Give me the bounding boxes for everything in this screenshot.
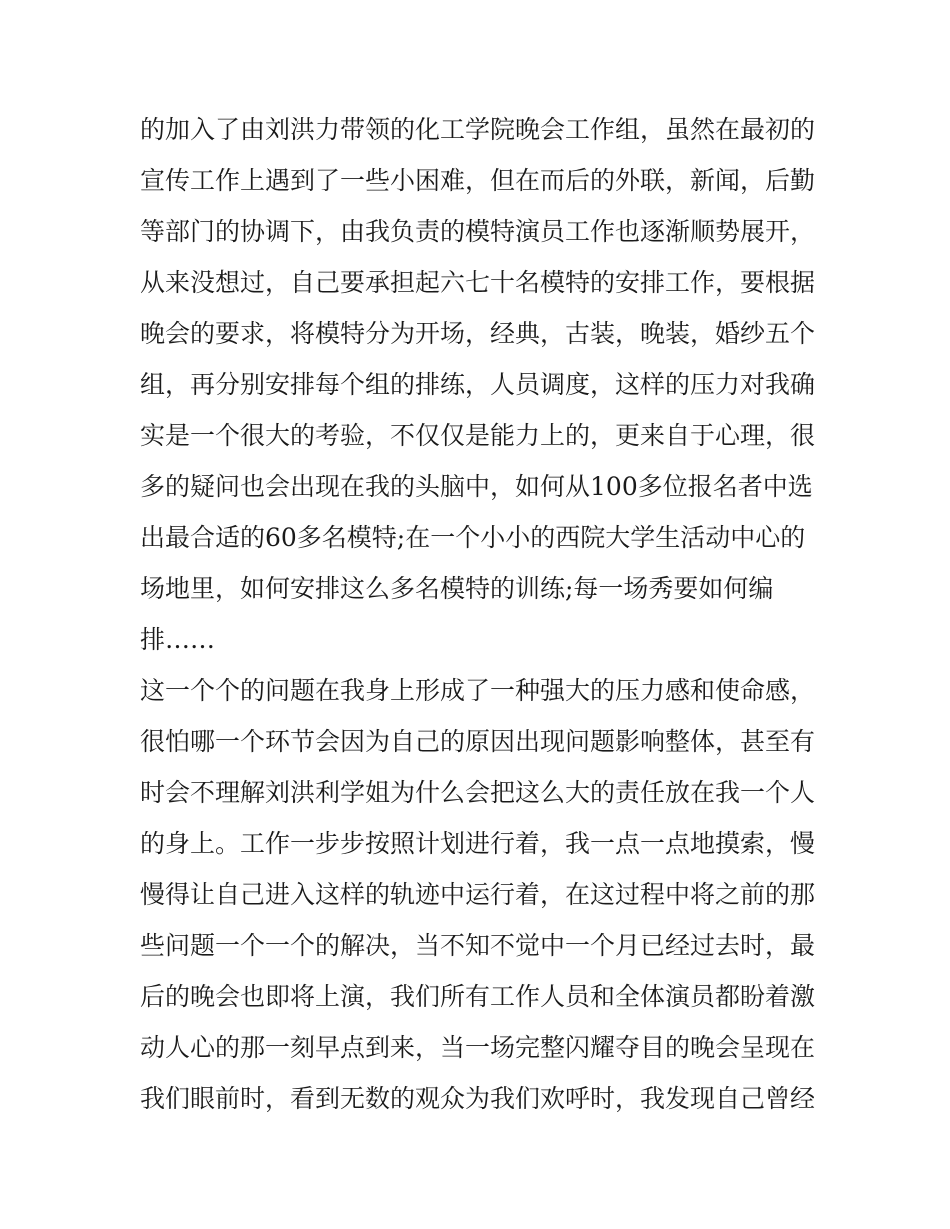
text-line: 些问题一个一个的解决，当不知不觉中一个月已经过去时，最: [140, 931, 816, 960]
text-line: 多的疑问也会出现在我的头脑中，如何从100多位报名者中选: [140, 472, 813, 501]
text-line: 从来没想过，自己要承担起六七十名模特的安排工作，要根据: [140, 268, 816, 297]
text-line: 出最合适的60多名模特;在一个小小的西院大学生活动中心的: [140, 523, 806, 552]
body-text: [140, 104, 820, 1124]
text-line: 组，再分别安排每个组的排练，人员调度，这样的压力对我确: [140, 370, 816, 399]
text-line: 实是一个很大的考验，不仅仅是能力上的，更来自于心理，很: [140, 421, 816, 450]
text-line: 场地里，如何安排这么多名模特的训练;每一场秀要如何编: [140, 574, 774, 603]
text-line: 等部门的协调下，由我负责的模特演员工作也逐渐顺势展开，: [140, 217, 816, 246]
text-line: 的身上。工作一步步按照计划进行着，我一点一点地摸索，慢: [140, 829, 816, 858]
text-line: 我们眼前时，看到无数的观众为我们欢呼时，我发现自己曾经: [140, 1084, 816, 1113]
text-line: 时会不理解刘洪利学姐为什么会把这么大的责任放在我一个人: [140, 778, 816, 807]
text-line: 很怕哪一个环节会因为自己的原因出现问题影响整体，甚至有: [140, 727, 816, 756]
text-line: 晚会的要求，将模特分为开场，经典，古装，晚装，婚纱五个: [140, 319, 816, 348]
text-line: 后的晚会也即将上演，我们所有工作人员和全体演员都盼着激: [140, 982, 816, 1011]
text-line: 动人心的那一刻早点到来，当一场完整闪耀夺目的晚会呈现在: [140, 1033, 816, 1062]
text-line: 宣传工作上遇到了一些小困难，但在而后的外联，新闻，后勤: [140, 166, 816, 195]
text-line: 的加入了由刘洪力带领的化工学院晚会工作组，虽然在最初的: [140, 115, 816, 144]
text-line: 这一个个的问题在我身上形成了一种强大的压力感和使命感，: [140, 676, 816, 705]
text-line: 慢得让自己进入这样的轨迹中运行着，在这过程中将之前的那: [140, 880, 816, 909]
text-line: 排……: [140, 625, 216, 654]
